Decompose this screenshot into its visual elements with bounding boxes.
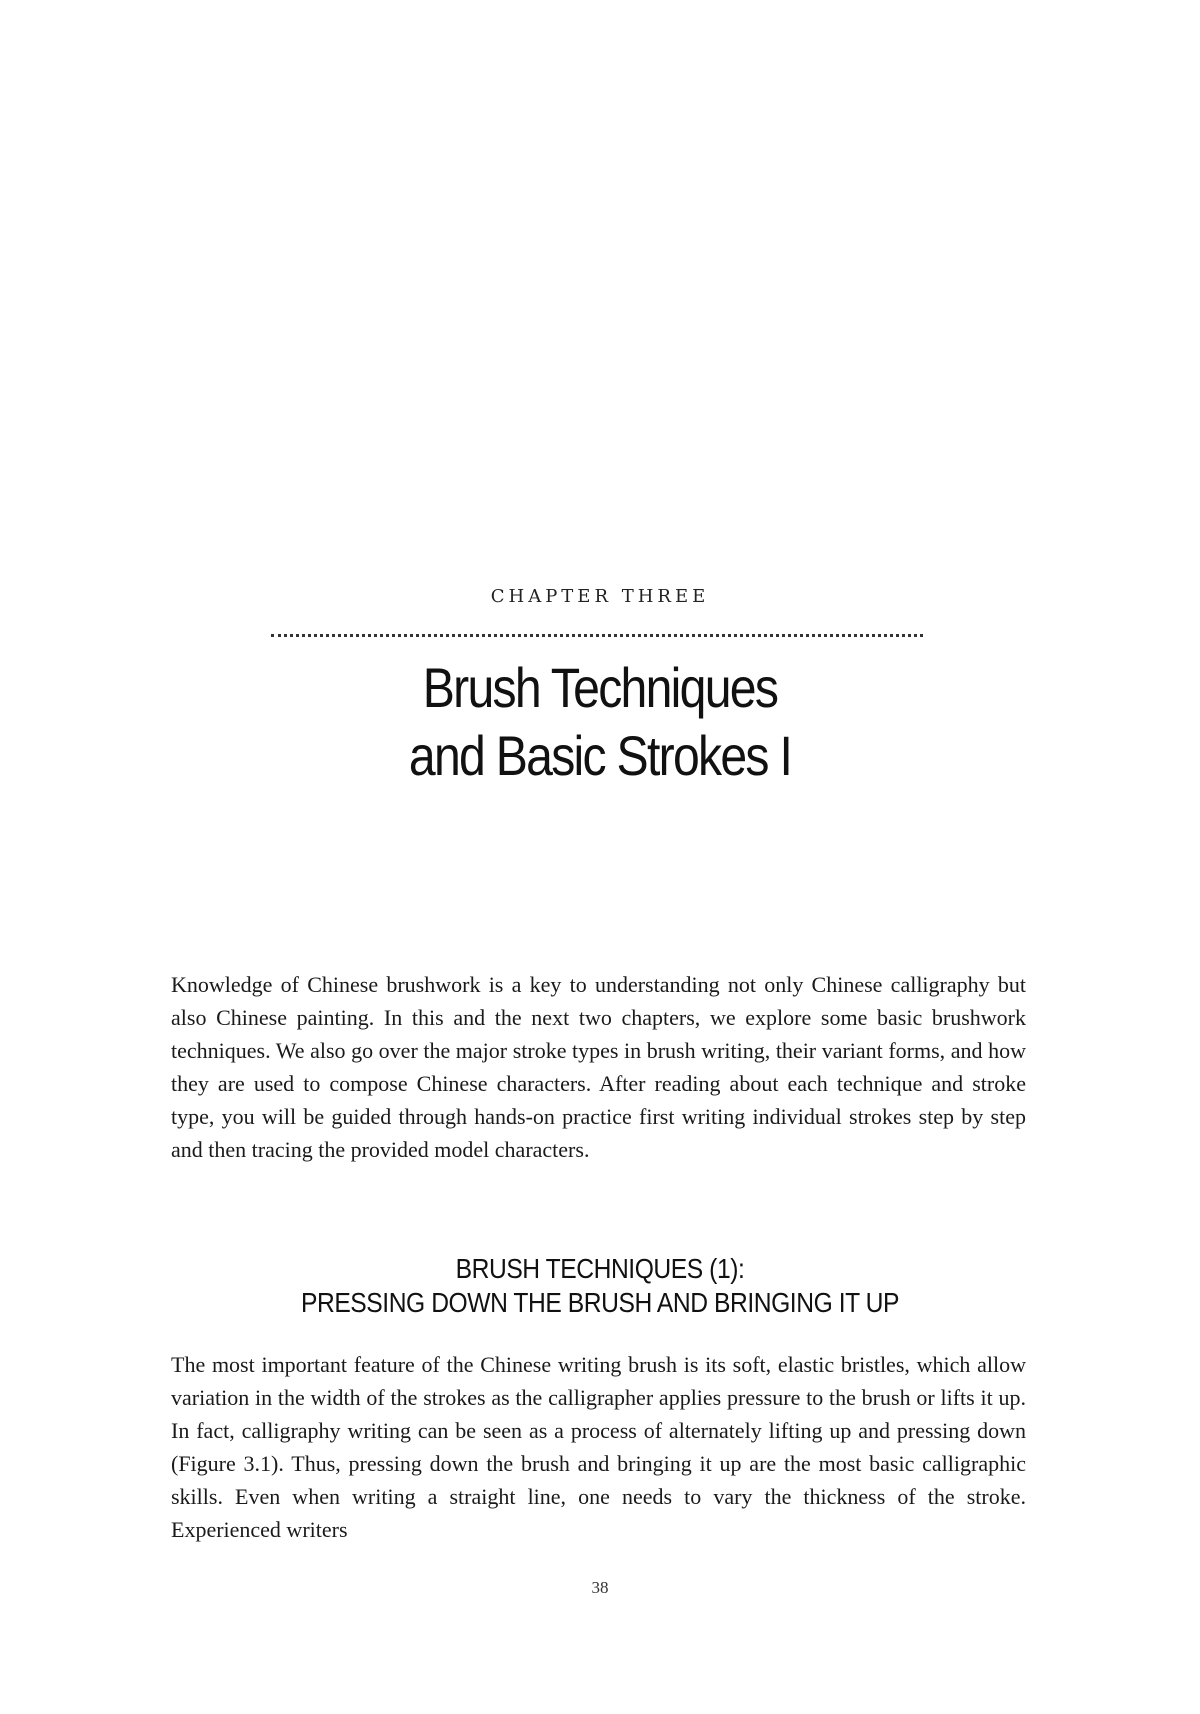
intro-paragraph: Knowledge of Chinese brushwork is a key to understanding not only Chinese calligraphy but also Chinese painting. In this and the next two chapters, we explore some basic brushwork techniques. We also go over the major stroke types in brush writing, their variant forms, and how they are used to compose Chinese characters. After reading about each technique and stroke type, you will be guided through hands-on practice first writing individual strokes step by step and then tracing the provided model characters. (171, 972, 1026, 1162)
section-heading-line-2: PRESSING DOWN THE BRUSH AND BRINGING IT UP (300, 1287, 900, 1318)
chapter-title (84, 654, 1116, 790)
section-heading-line-1: BRUSH TECHNIQUES (1): (455, 1253, 745, 1284)
chapter-title-line-1: Brush Techniques (422, 656, 778, 719)
dotted-divider (271, 634, 923, 637)
page-number: 38 (591, 1578, 609, 1597)
chapter-label: CHAPTER THREE (490, 586, 710, 607)
section-heading (72, 1252, 1128, 1320)
section-paragraph: The most important feature of the Chinese writing brush is its soft, elastic bristles, which allow variation in the width of the strokes as the calligrapher applies pressure to the brush or lifts it up. In fact, calligraphy writing can be seen as a process of alternately lifting up and pressing down (Figure 3.1). Thus, pressing down the brush and bringing it up are the most basic calligraphic skills. Even when writing a straight line, one needs to vary the thickness of the stroke. Experienced writers (171, 1352, 1026, 1542)
chapter-title-line-2: and Basic Strokes I (408, 724, 792, 787)
